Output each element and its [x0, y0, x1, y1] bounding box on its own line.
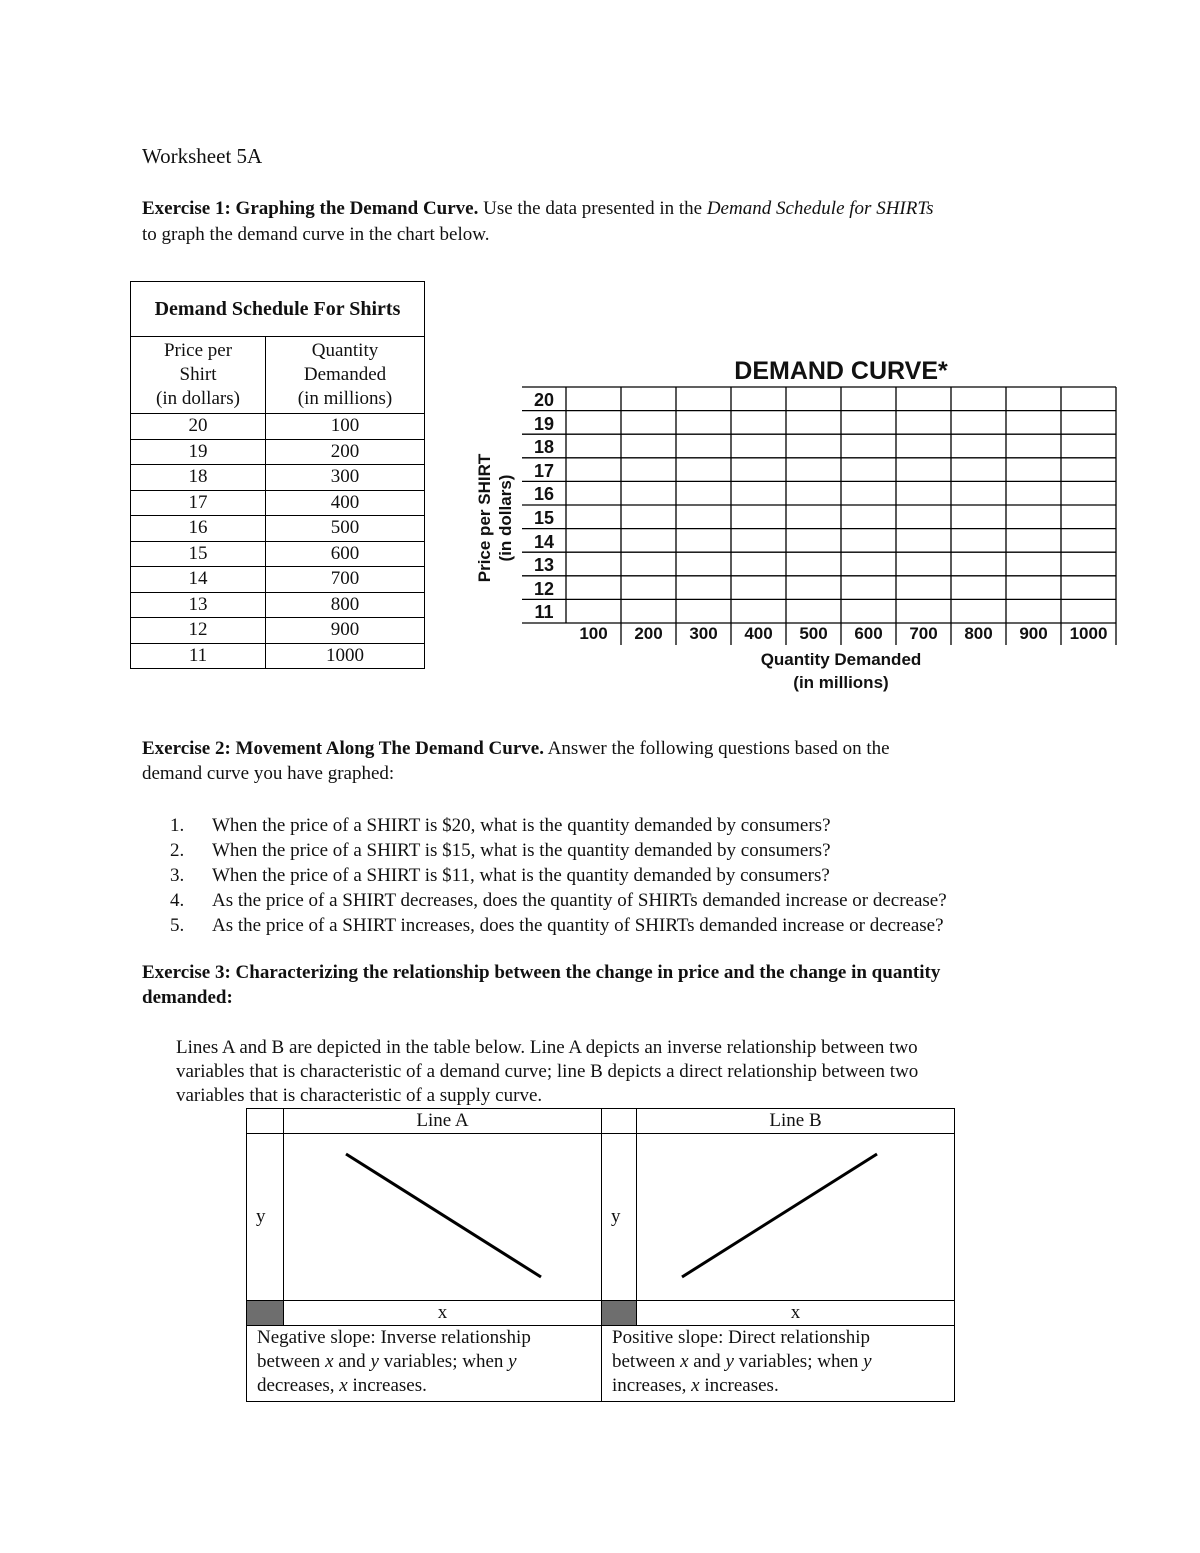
table-cell: 200: [266, 439, 425, 465]
line-b-desc-line3: [612, 1374, 954, 1398]
schedule-title: [131, 282, 425, 337]
line-a-desc-line3: [257, 1374, 601, 1398]
shaded-corner: [602, 1301, 637, 1326]
text: x: [691, 1375, 700, 1396]
line-a-description: [247, 1326, 602, 1402]
list-item: [170, 864, 947, 889]
line-b-positive-slope: [637, 1135, 954, 1300]
question-text: When the price of a SHIRT is $15, what is the quantity demanded by consumers?: [212, 840, 831, 861]
x-tick-label: 500: [799, 624, 828, 643]
exercise-2-text-part1: Answer the following questions based on the: [543, 738, 890, 759]
line-b-title: Line B: [637, 1109, 955, 1134]
x-tick-label: 900: [1019, 624, 1048, 643]
y-tick-label: 16: [533, 484, 555, 505]
text: x: [325, 1351, 334, 1372]
quantity-header-line3: (in millions): [297, 388, 393, 409]
text: and: [688, 1351, 726, 1372]
exercise-1-text: [142, 198, 934, 220]
y-axis-label-line1: Price per SHIRT: [475, 453, 494, 583]
price-header-line3: (in dollars): [156, 388, 240, 409]
line-a-x-label: x: [284, 1301, 602, 1326]
exercise-2-text: [142, 738, 890, 760]
x-tick-label: 200: [634, 624, 663, 643]
question-list: [170, 814, 947, 939]
schedule-title-text: Demand Schedule For Shirts: [154, 298, 401, 320]
exercise-3-heading: Exercise 3: Characterizing the relationship between the change in price and the change in quantity: [142, 962, 941, 983]
table-cell: 800: [266, 592, 425, 618]
shaded-corner: [247, 1301, 284, 1326]
y-tick-label: 19: [533, 413, 555, 434]
line-b-graph: [637, 1134, 955, 1301]
x-tick-label: 800: [964, 624, 993, 643]
text: y: [725, 1351, 734, 1372]
price-header-line1: Price per: [163, 340, 233, 361]
line-b-y-label: y: [602, 1134, 637, 1301]
text: y: [370, 1351, 379, 1372]
chart-title: DEMAND CURVE*: [734, 357, 948, 385]
table-cell: 11: [131, 643, 266, 669]
x-tick-label: 1000: [1069, 624, 1108, 643]
y-tick-label: 18: [533, 437, 555, 458]
table-cell: 12: [131, 618, 266, 644]
exercise-2-text-part2: demand curve you have graphed:: [142, 763, 395, 784]
question-number: 4.: [170, 890, 185, 911]
table-cell: 900: [266, 618, 425, 644]
y-tick-label: 14: [533, 531, 555, 552]
x-axis-label-line2: (in millions): [793, 673, 889, 692]
line-b-description: [602, 1326, 955, 1402]
table-cell: 15: [131, 541, 266, 567]
y-axis-label-line2: (in dollars): [496, 474, 515, 562]
table-cell: 400: [266, 490, 425, 516]
text: increases,: [612, 1375, 692, 1396]
exercise-3-heading-cont: demanded:: [142, 987, 233, 1008]
table-cell: 1000: [266, 643, 425, 669]
exercise-1-text-part1: Use the data presented in the: [483, 198, 707, 219]
schedule-header-quantity: [266, 337, 425, 414]
question-text: When the price of a SHIRT is $20, what is the quantity demanded by consumers?: [212, 815, 831, 836]
table-cell: [602, 1109, 637, 1134]
text: increases.: [347, 1375, 427, 1396]
text: decreases,: [257, 1375, 340, 1396]
question-number: 2.: [170, 840, 185, 861]
lines-table: [246, 1108, 955, 1402]
y-tick-label: 20: [533, 390, 555, 410]
line-a-title: Line A: [284, 1109, 602, 1134]
list-item: [170, 814, 947, 839]
x-axis-label-line1: Quantity Demanded: [760, 650, 922, 669]
line-b-desc-line1: Positive slope: Direct relationship: [612, 1327, 871, 1348]
table-cell: 100: [266, 414, 425, 440]
table-cell: 18: [131, 465, 266, 491]
table-cell: 500: [266, 516, 425, 542]
exercise-3-paragraph-line2: variables that is characteristic of a demand curve; line B depicts a direct relationship between two: [176, 1061, 919, 1082]
question-text: When the price of a SHIRT is $11, what is the quantity demanded by consumers?: [212, 865, 830, 886]
table-cell: 20: [131, 414, 266, 440]
text: and: [333, 1351, 371, 1372]
question-number: 5.: [170, 915, 185, 936]
line-a-desc-line1: Negative slope: Inverse relationship: [257, 1327, 531, 1348]
exercise-1-italic: Demand Schedule for SHIRTs: [706, 198, 934, 219]
list-item: [170, 889, 947, 914]
line-a-graph: [284, 1134, 602, 1301]
demand-curve-grid[interactable]: [520, 385, 1120, 647]
chart-x-axis-label: [566, 648, 1116, 694]
text: y: [863, 1351, 872, 1372]
y-tick-label: 13: [533, 555, 555, 576]
text: increases.: [699, 1375, 779, 1396]
x-tick-label: 400: [744, 624, 773, 643]
text: between: [612, 1351, 681, 1372]
list-item: [170, 839, 947, 864]
table-cell: 300: [266, 465, 425, 491]
text: x: [339, 1375, 348, 1396]
question-number: 1.: [170, 815, 185, 836]
text: between: [257, 1351, 326, 1372]
price-header-line2: Shirt: [179, 364, 217, 385]
worksheet-title: Worksheet 5A: [142, 144, 263, 168]
quantity-header-line1: Quantity: [311, 340, 379, 361]
exercise-2-heading: Exercise 2: Movement Along The Demand Curve.: [142, 738, 544, 759]
x-tick-label: 300: [689, 624, 718, 643]
y-tick-label: 12: [533, 578, 555, 599]
line-a-desc-line2: [257, 1350, 601, 1374]
table-cell: 14: [131, 567, 266, 593]
y-tick-label: 17: [533, 460, 555, 481]
demand-schedule-table: [130, 281, 425, 669]
line-b-x-label: x: [637, 1301, 955, 1326]
table-cell: [247, 1109, 284, 1134]
line-a-negative-slope: [284, 1135, 601, 1300]
x-tick-label: 700: [909, 624, 938, 643]
table-cell: 700: [266, 567, 425, 593]
table-cell: 16: [131, 516, 266, 542]
line-b-desc-line2: [612, 1350, 954, 1374]
schedule-header-price: [131, 337, 266, 414]
table-cell: 13: [131, 592, 266, 618]
x-tick-label: 600: [854, 624, 883, 643]
text: variables; when: [733, 1351, 864, 1372]
x-tick-label: 100: [579, 624, 608, 643]
table-cell: 19: [131, 439, 266, 465]
y-tick-label: 11: [534, 602, 554, 623]
quantity-header-line2: Demanded: [303, 364, 387, 385]
chart-y-axis-label: [474, 418, 518, 618]
text: y: [508, 1351, 517, 1372]
text: variables; when: [378, 1351, 509, 1372]
question-number: 3.: [170, 865, 185, 886]
question-text: As the price of a SHIRT increases, does the quantity of SHIRTs demanded increase or decrease?: [212, 915, 944, 936]
table-cell: 17: [131, 490, 266, 516]
table-cell: 600: [266, 541, 425, 567]
exercise-3-paragraph-line1: Lines A and B are depicted in the table below. Line A depicts an inverse relationship between two: [176, 1037, 918, 1058]
exercise-3-paragraph-line3: variables that is characteristic of a supply curve.: [176, 1085, 543, 1106]
y-tick-label: 15: [533, 508, 555, 528]
question-text: As the price of a SHIRT decreases, does the quantity of SHIRTs demanded increase or decrease?: [212, 890, 947, 911]
list-item: [170, 914, 947, 939]
text: x: [680, 1351, 689, 1372]
line-a-y-label: y: [247, 1134, 284, 1301]
exercise-1-heading: Exercise 1: Graphing the Demand Curve.: [142, 198, 479, 219]
exercise-1-text-part2: to graph the demand curve in the chart below.: [142, 224, 490, 245]
